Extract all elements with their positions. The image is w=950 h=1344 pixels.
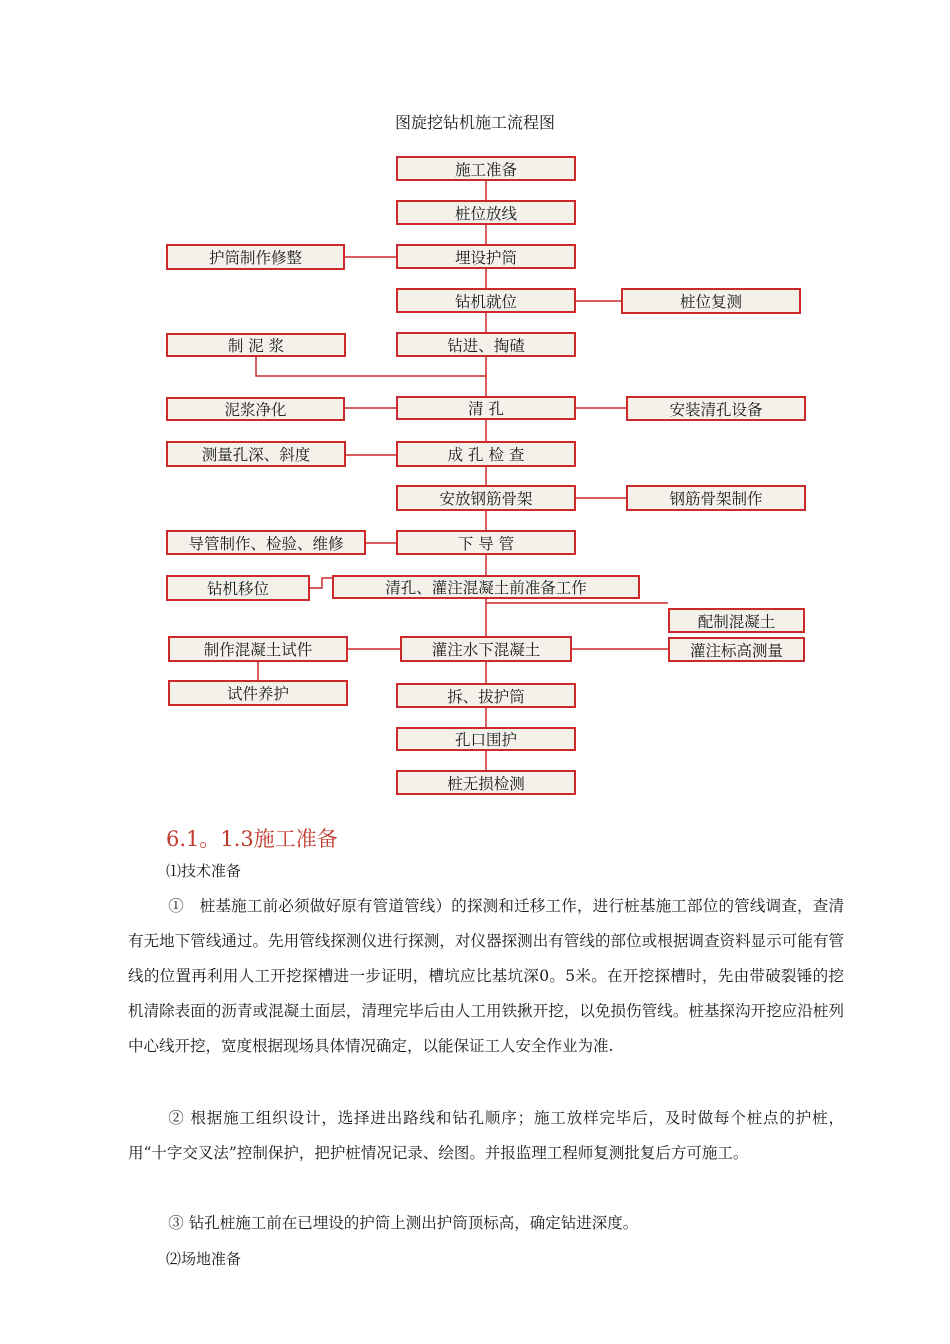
box-make-mud: 制 泥 浆 [166,333,346,357]
box-casing-making: 护筒制作修整 [166,244,345,270]
box-mix-concrete: 配制混凝土 [668,608,805,633]
box-pile-ndt: 桩无损检测 [396,770,576,795]
subheading-technical-prep: ⑴技术准备 [166,862,242,880]
box-make-specimen: 制作混凝土试件 [168,636,348,662]
box-measure-depth: 测量孔深、斜度 [166,441,346,467]
box-hole-cleaning: 清 孔 [396,396,576,420]
figure-caption: 图旋挖钻机施工流程图 [394,113,555,132]
box-lower-tremie: 下 导 管 [396,530,576,555]
box-pour-level-survey: 灌注标高测量 [668,637,805,662]
box-specimen-curing: 试件养护 [168,680,348,706]
box-pull-casing: 拆、拔护筒 [396,683,576,708]
paragraph-2: ② 根据施工组织设计，选择进出路线和钻孔顺序；施工放样完毕后，及时做每个桩点的护桩，用“十字交叉法”控制保护，把护桩情况记录、绘图。并报监理工程师复测批复后方可施工。 [128,1109,844,1162]
box-bury-casing: 埋设护筒 [396,244,576,269]
box-hole-inspection: 成 孔 检 查 [396,441,576,467]
box-place-cage: 安放钢筋骨架 [396,485,576,511]
box-hole-enclosure: 孔口围护 [396,727,576,751]
box-tremie-making: 导管制作、检验、维修 [166,530,366,555]
box-rig-move: 钻机移位 [166,575,310,601]
section-title: 6.1。1.3施工准备 [166,827,338,851]
box-rig-in-place: 钻机就位 [396,288,576,313]
box-pre-concrete-prep: 清孔、灌注混凝土前准备工作 [332,575,640,599]
box-pile-stakeout: 桩位放线 [396,200,576,225]
box-install-cleaning-equipment: 安装清孔设备 [626,396,806,421]
box-drilling: 钻进、掏碴 [396,332,576,357]
box-construction-prep: 施工准备 [396,156,576,181]
box-pile-recheck: 桩位复测 [621,288,801,314]
box-cage-fabrication: 钢筋骨架制作 [626,485,806,511]
box-mud-purify: 泥浆净化 [166,397,345,421]
box-pour-concrete: 灌注水下混凝土 [400,636,572,662]
paragraph-1: ① 桩基施工前必须做好原有管道管线）的探测和迁移工作，进行桩基施工部位的管线调查，查清有无地下管线通过。先用管线探测仪进行探测，对仪器探测出有管线的部位或根据调查资料显示可能有管线的位置再利用人工开挖探槽进一步证明，槽坑应比基坑深0。5米。在开挖探槽时，先由带破裂锤的挖机清除表面的沥青或混凝土面层，清理完毕后由人工用铁揪开挖，以免损伤管线。桩基探沟开挖应沿桩列中心线开挖，宽度根据现场具体情况确定，以能保证工人安全作业为准. [128,897,844,1055]
subheading-site-prep: ⑵场地准备 [166,1250,242,1268]
paragraph-3: ③ 钻孔桩施工前在已埋设的护筒上测出护筒顶标高，确定钻进深度。 [168,1214,639,1232]
